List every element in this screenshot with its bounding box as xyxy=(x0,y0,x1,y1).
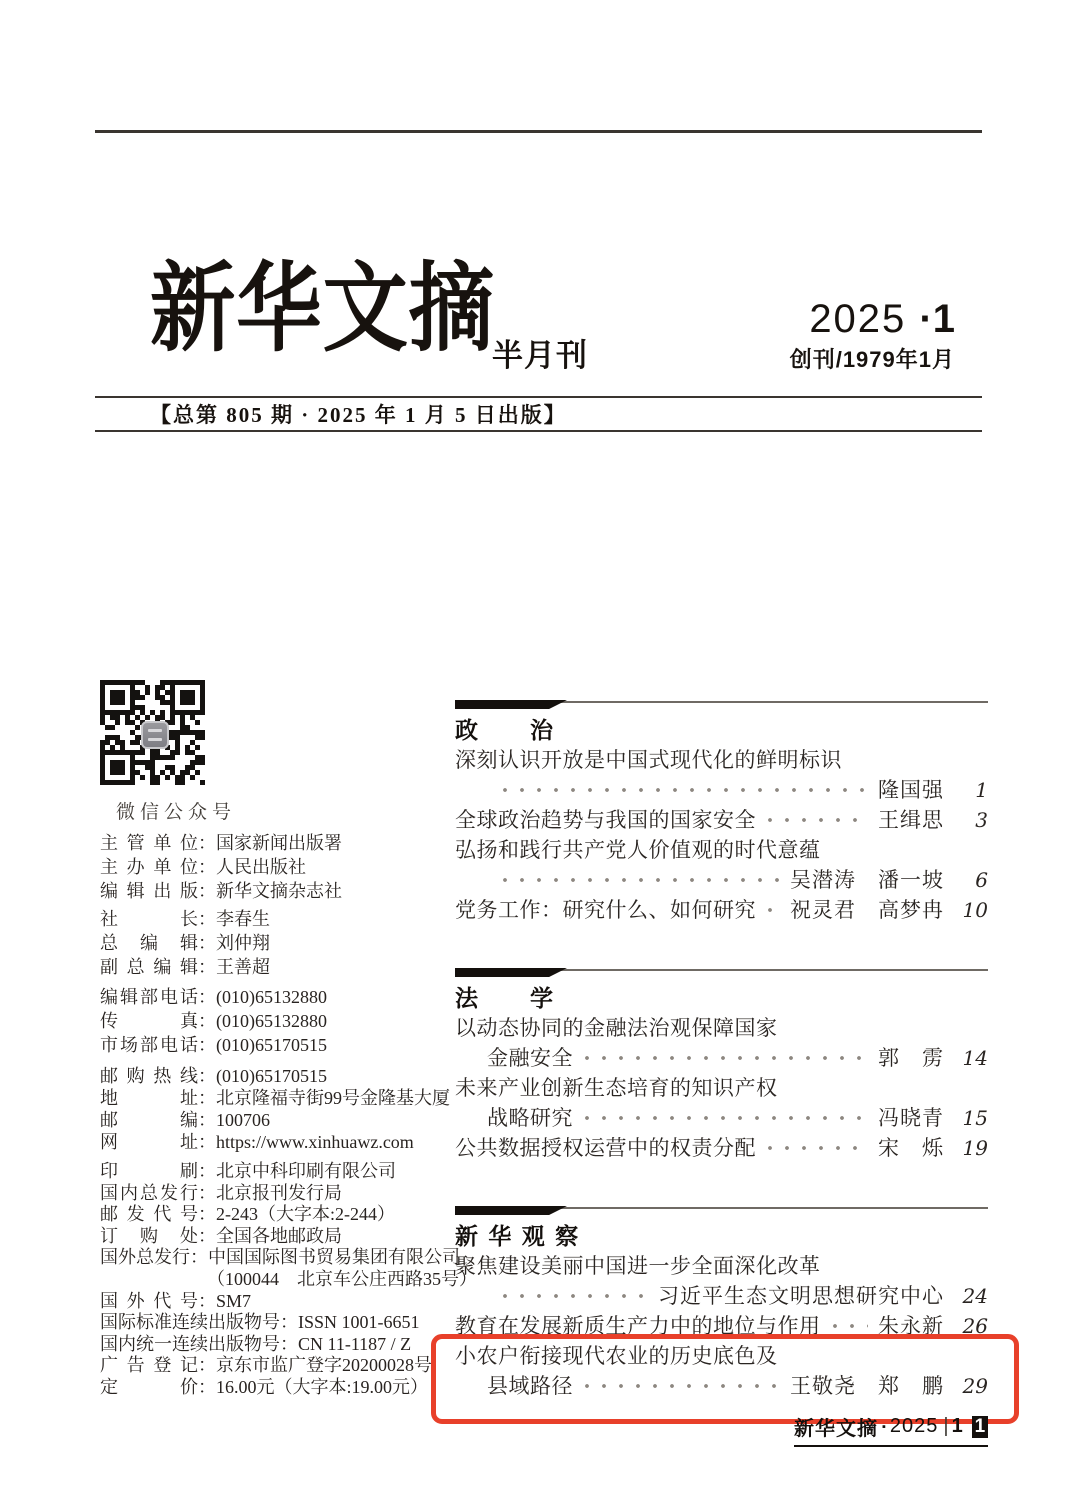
toc-entry-authors: 冯晓青 xyxy=(878,1106,944,1130)
toc-entry-authors: 王敬尧 郑 鹏 xyxy=(790,1374,944,1398)
dot-leader xyxy=(585,1384,780,1388)
toc-entry-row xyxy=(455,1281,988,1311)
info-colon: ： xyxy=(198,1225,216,1246)
toc-entry-authors: 王缉思 xyxy=(878,808,944,832)
info-label: 主办单位 xyxy=(100,857,198,877)
dot-leader xyxy=(503,1294,648,1298)
info-group xyxy=(100,1065,452,1153)
info-row xyxy=(100,1033,452,1057)
toc-entry-title: 聚焦建设美丽中国进一步全面深化改革 xyxy=(455,1254,821,1278)
info-colon: ： xyxy=(198,987,216,1007)
dot-leader xyxy=(503,788,868,792)
info-value: 100706 xyxy=(216,1110,270,1130)
info-row xyxy=(100,1131,452,1153)
toc-entry-title: 未来产业创新生态培育的知识产权 xyxy=(455,1076,778,1100)
info-label: 总编辑 xyxy=(100,933,198,953)
footer-year: 2025 xyxy=(889,1415,939,1437)
qr-center-logo-icon xyxy=(141,721,169,749)
info-value: 新华文摘杂志社 xyxy=(216,881,342,901)
toc-entry-row xyxy=(455,1251,988,1281)
dot-leader xyxy=(768,1146,868,1150)
journal-subtitle: 半月刊 xyxy=(492,338,588,373)
band-rule-bottom xyxy=(95,430,982,432)
info-colon: ： xyxy=(198,1161,216,1181)
footer-issue: 1 xyxy=(951,1415,963,1437)
toc-entry-authors: 朱永新 xyxy=(878,1314,944,1338)
top-rule xyxy=(95,130,982,133)
toc-entry-page: 10 xyxy=(962,898,988,922)
info-value: (010)65132880 xyxy=(216,1011,327,1031)
info-value: 李春生 xyxy=(216,909,270,929)
info-row xyxy=(100,1183,452,1205)
info-label: 邮编 xyxy=(100,1110,198,1130)
dot-leader xyxy=(585,1116,868,1120)
info-value: 2-243（大字本:2-244） xyxy=(216,1204,395,1225)
section-bar xyxy=(455,968,988,977)
section-title: 法 学 xyxy=(455,985,555,1011)
toc-entry-page: 26 xyxy=(962,1314,988,1338)
info-group xyxy=(100,1161,477,1399)
info-label: 市场部电话 xyxy=(100,1035,198,1055)
toc-entry-page: 3 xyxy=(975,808,988,832)
info-colon: ： xyxy=(198,1376,216,1397)
info-colon: ： xyxy=(198,1088,216,1108)
section-title: 新 华 观 察 xyxy=(455,1223,581,1249)
toc-entry-row xyxy=(455,895,988,925)
info-colon: ： xyxy=(198,833,216,853)
info-value: 北京隆福寺街99号金隆基大厦 xyxy=(216,1088,450,1108)
footer-journal: 新华文摘 xyxy=(794,1418,878,1440)
toc-entry-page: 6 xyxy=(975,868,988,892)
toc-section xyxy=(455,968,988,1163)
toc-entry-title: 战略研究 xyxy=(487,1106,573,1130)
toc-entry-authors: 祝灵君 高梦冉 xyxy=(790,898,944,922)
info-group xyxy=(100,985,452,1057)
info-row xyxy=(100,1009,452,1033)
wechat-qr-code xyxy=(100,680,210,790)
info-colon: ： xyxy=(198,909,216,929)
info-label: 印刷 xyxy=(100,1161,198,1181)
toc-entry-row xyxy=(455,1073,988,1103)
info-label: 编辑部电话 xyxy=(100,987,198,1007)
info-label: 国内统一连续出版物号 xyxy=(100,1333,280,1354)
info-colon: ： xyxy=(198,1290,216,1311)
info-colon: ： xyxy=(198,1355,216,1376)
footer-page-number: 1 xyxy=(972,1416,988,1438)
info-label: 订购处 xyxy=(100,1225,198,1246)
info-row xyxy=(100,1268,477,1291)
dot-leader xyxy=(768,818,868,822)
dot-leader xyxy=(768,908,780,912)
toc-entry-authors: 郭 雳 xyxy=(878,1046,944,1070)
toc-entry-title: 金融安全 xyxy=(487,1046,573,1070)
info-row xyxy=(100,931,452,955)
info-row xyxy=(100,831,452,855)
info-row xyxy=(100,1312,452,1334)
info-label: 编辑出版 xyxy=(100,881,198,901)
toc-entry-page: 14 xyxy=(962,1046,988,1070)
info-row xyxy=(100,1109,452,1131)
info-value: CN 11-1187 / Z xyxy=(298,1333,412,1354)
info-value: 人民出版社 xyxy=(216,857,306,877)
info-value: 中国国际图书贸易集团有限公司 xyxy=(208,1247,460,1268)
info-row xyxy=(100,1247,460,1269)
info-label: 国外总发行 xyxy=(100,1247,190,1268)
info-label: 网址 xyxy=(100,1132,198,1152)
info-colon: ： xyxy=(190,1247,208,1268)
info-colon: ： xyxy=(198,1066,216,1086)
toc-entry-row xyxy=(455,865,988,895)
toc-entry-row xyxy=(455,1133,988,1163)
info-label: 邮购热线 xyxy=(100,1066,198,1086)
info-row xyxy=(100,907,452,931)
info-colon: ： xyxy=(198,1204,216,1225)
toc-entry-authors: 隆国强 xyxy=(878,778,944,802)
info-row xyxy=(100,1065,452,1087)
toc-entry-title: 教育在发展新质生产力中的地位与作用 xyxy=(455,1314,821,1338)
toc-entry-row xyxy=(455,1043,988,1073)
info-row xyxy=(100,1204,452,1226)
info-row xyxy=(100,1291,452,1313)
info-label: 主管单位 xyxy=(100,833,198,853)
toc-entry-title: 以动态协同的金融法治观保障国家 xyxy=(455,1016,778,1040)
info-value: 北京中科印刷有限公司 xyxy=(216,1161,396,1181)
info-row xyxy=(100,1355,452,1377)
toc-entry-row xyxy=(455,835,988,865)
info-label: 传真 xyxy=(100,1011,198,1031)
info-label: 定价 xyxy=(100,1376,198,1397)
toc-entry-page: 15 xyxy=(962,1106,988,1130)
section-bar xyxy=(455,1206,988,1215)
toc-entry-authors: 习近平生态文明思想研究中心 xyxy=(658,1284,944,1308)
toc-entry-title: 弘扬和践行共产党人价值观的时代意蕴 xyxy=(455,838,821,862)
toc-entry-row xyxy=(455,775,988,805)
toc-entry-row xyxy=(455,1013,988,1043)
info-value: (010)65170515 xyxy=(216,1035,327,1055)
issue-number xyxy=(760,298,955,340)
info-row xyxy=(100,1087,452,1109)
info-row xyxy=(100,1334,452,1356)
info-colon: ： xyxy=(198,1110,216,1130)
info-value: 国家新闻出版署 xyxy=(216,833,342,853)
info-colon: ： xyxy=(198,1035,216,1055)
info-label: 副总编辑 xyxy=(100,957,198,977)
info-label: 国际标准连续出版物号 xyxy=(100,1312,280,1333)
info-value: (010)65170515 xyxy=(216,1066,327,1086)
info-colon: ： xyxy=(198,1182,216,1203)
toc-entry-title: 全球政治趋势与我国的国家安全 xyxy=(455,808,756,832)
toc-entry-row xyxy=(455,1311,988,1341)
info-row xyxy=(100,985,452,1009)
qr-label: 微信公众号 xyxy=(116,802,237,823)
info-value: ISSN 1001-6651 xyxy=(298,1312,420,1333)
info-value: (010)65132880 xyxy=(216,987,327,1007)
toc-section xyxy=(455,700,988,925)
info-row xyxy=(100,879,452,903)
dot-leader xyxy=(585,1056,868,1060)
info-label: 社长 xyxy=(100,909,198,929)
info-colon: ： xyxy=(198,1132,216,1152)
publication-info xyxy=(100,831,477,1405)
toc-entry-authors: 宋 烁 xyxy=(878,1136,944,1160)
info-colon: ： xyxy=(280,1333,298,1354)
info-label: 邮发代号 xyxy=(100,1204,198,1225)
issue-block xyxy=(760,298,955,374)
founded-line: 创刊/1979年1月 xyxy=(789,347,955,372)
info-colon: ： xyxy=(280,1312,298,1333)
toc-entry-row xyxy=(455,745,988,775)
info-row xyxy=(100,955,452,979)
issue-year: 2025 xyxy=(809,297,907,341)
table-of-contents xyxy=(455,700,988,1444)
dot-leader xyxy=(503,878,780,882)
journal-title: 新华文摘 xyxy=(150,254,495,363)
info-colon: ： xyxy=(198,857,216,877)
info-row xyxy=(100,1226,452,1248)
info-colon: ： xyxy=(198,1011,216,1031)
info-label: 广告登记 xyxy=(100,1355,198,1376)
toc-entry-row xyxy=(455,1103,988,1133)
toc-entry-row xyxy=(455,1341,988,1371)
toc-entry-page: 19 xyxy=(962,1136,988,1160)
footer-bullet-icon: ▪ xyxy=(882,1420,886,1433)
toc-entry-authors: 吴潜涛 潘一坡 xyxy=(790,868,944,892)
issue-line: 【总第 805 期 · 2025 年 1 月 5 日出版】 xyxy=(150,403,567,427)
info-group xyxy=(100,831,452,903)
section-bar xyxy=(455,700,988,709)
toc-entry-title: 小农户衔接现代农业的历史底色及 xyxy=(455,1344,778,1368)
section-title: 政 治 xyxy=(455,717,555,743)
toc-entry-row xyxy=(455,805,988,835)
info-row xyxy=(100,1377,452,1399)
info-colon: ： xyxy=(198,881,216,901)
info-value: 王善超 xyxy=(216,957,270,977)
info-value: （100044 北京车公庄西路35号） xyxy=(207,1268,477,1289)
toc-entry-title: 党务工作：研究什么、如何研究 xyxy=(455,898,756,922)
footer-separator: | xyxy=(943,1415,949,1437)
toc-entry-row xyxy=(455,1371,988,1401)
info-value: SM7 xyxy=(216,1290,252,1311)
toc-section xyxy=(455,1206,988,1401)
info-colon: ： xyxy=(198,933,216,953)
info-colon: ： xyxy=(198,957,216,977)
dot-leader xyxy=(833,1324,869,1328)
info-value: 全国各地邮政局 xyxy=(216,1225,342,1246)
info-value: 刘仲翔 xyxy=(216,933,270,953)
band-rule-top xyxy=(95,396,982,398)
info-label: 国外代号 xyxy=(100,1290,198,1311)
info-value: https://www.xinhuawz.com xyxy=(216,1132,414,1152)
info-value: 京东市监广登字20200028号 xyxy=(216,1355,432,1376)
info-row xyxy=(100,1161,452,1183)
toc-entry-title: 深刻认识开放是中国式现代化的鲜明标识 xyxy=(455,748,842,772)
info-label: 国内总发行 xyxy=(100,1182,198,1203)
toc-entry-title: 公共数据授权运营中的权责分配 xyxy=(455,1136,756,1160)
info-value: 16.00元（大字本:19.00元） xyxy=(216,1376,429,1397)
toc-entry-page: 24 xyxy=(962,1284,988,1308)
page-footer xyxy=(794,1412,988,1447)
info-value: 北京报刊发行局 xyxy=(216,1182,342,1203)
toc-entry-page: 29 xyxy=(962,1374,988,1398)
info-label: 地址 xyxy=(100,1088,198,1108)
toc-entry-title: 县域路径 xyxy=(487,1374,573,1398)
info-row xyxy=(100,855,452,879)
toc-entry-page: 1 xyxy=(975,778,988,802)
issue-dot-number: ·1 xyxy=(919,297,955,341)
info-group xyxy=(100,907,452,979)
